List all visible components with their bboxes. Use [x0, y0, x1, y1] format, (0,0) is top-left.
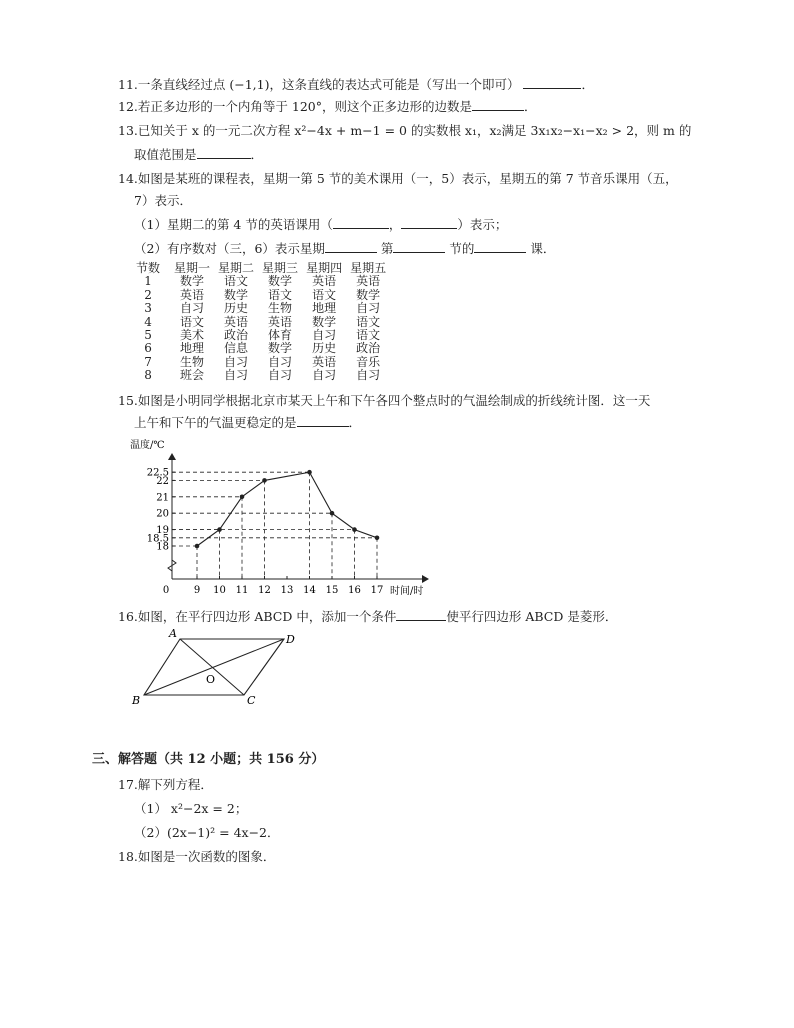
x-tick-label: 16: [348, 585, 361, 596]
answer-blank[interactable]: [401, 216, 457, 229]
schedule-cell: 政治: [224, 328, 249, 343]
schedule-cell: 数学: [268, 341, 293, 356]
label-c: C: [247, 694, 256, 707]
question-14: 14.如图是某班的课程表，星期一第 5 节的美术课用（一，5）表示，星期五的第 7 节音乐课用（五，: [118, 171, 678, 186]
schedule-header: 星期二: [218, 261, 255, 275]
answer-blank[interactable]: [396, 608, 446, 621]
question-12: 12.若正多边形的一个内角等于 120°，则这个正多边形的边数是 ．: [118, 99, 537, 114]
schedule-cell: 英语: [180, 287, 205, 302]
question-16: 16.如图，在平行四边形 ABCD 中，添加一个条件 使平行四边形 ABCD 是菱形．: [118, 609, 618, 624]
question-13: 13.已知关于 x 的一元二次方程 x²−4x + m−1 = 0 的实数根 x₁，x₂满足 3x₁x₂−x₁−x₂ > 2，则 m 的: [118, 123, 692, 138]
x-tick-label: 14: [303, 585, 316, 596]
schedule-cell: 数学: [224, 287, 249, 302]
answer-blank[interactable]: [197, 146, 251, 159]
label-b: B: [132, 694, 141, 707]
y-tick-label: 19: [156, 525, 169, 537]
data-point: [262, 478, 267, 483]
y-tick-label: 20: [156, 508, 169, 520]
schedule-cell: 自习: [312, 328, 337, 343]
schedule-header-row: [132, 262, 390, 275]
schedule-cell: 政治: [356, 341, 381, 356]
x-tick-label: 15: [325, 585, 339, 596]
schedule-cell: 英语: [312, 274, 337, 289]
question-17-sub2: （2）(2x−1)² = 4x−2．: [134, 825, 280, 840]
schedule-cell: 3: [144, 301, 152, 316]
schedule-header: 节数: [136, 261, 161, 275]
x-tick-label: 17: [370, 585, 384, 596]
schedule-cell: 1: [144, 274, 152, 289]
y-tick-label: 22.5: [146, 467, 169, 479]
schedule-cell: 地理: [180, 341, 205, 356]
schedule-row: [132, 369, 390, 382]
label-o: O: [206, 673, 216, 686]
y-axis-label: 温度/℃: [130, 440, 165, 451]
x-tick-label: 12: [258, 585, 271, 596]
schedule-cell: 生物: [268, 301, 293, 316]
schedule-cell: 5: [144, 328, 152, 343]
schedule-cell: 美术: [180, 328, 205, 343]
question-18: 18.如图是一次函数的图象．: [118, 849, 276, 864]
x-tick-label: 11: [235, 585, 249, 596]
question-13-line2: 取值范围是 ．: [134, 147, 264, 162]
data-point: [307, 470, 312, 475]
schedule-table: [132, 262, 390, 383]
schedule-cell: 数学: [180, 274, 205, 289]
answer-blank[interactable]: [474, 240, 526, 253]
section-title: 三、解答题（共 12 小题；共 156 分）: [92, 752, 325, 767]
schedule-cell: 自习: [356, 301, 381, 316]
schedule-cell: 英语: [356, 274, 381, 289]
schedule-cell: 语文: [356, 328, 381, 343]
question-15-line2: 上午和下午的气温更稳定的是 ．: [134, 415, 362, 430]
schedule-cell: 英语: [312, 354, 337, 369]
x-tick-label: 10: [213, 585, 226, 596]
schedule-row: [132, 275, 390, 288]
data-point: [240, 495, 245, 500]
schedule-cell: 信息: [224, 341, 249, 356]
y-tick-label: 18.5: [146, 533, 169, 545]
diagonal-bd: [144, 639, 284, 695]
y-tick-label: 22: [156, 475, 169, 487]
schedule-row: [132, 302, 390, 315]
schedule-cell: 数学: [356, 287, 381, 302]
schedule-row: [132, 289, 390, 302]
schedule-cell: 生物: [180, 354, 205, 369]
schedule-row: [132, 329, 390, 342]
answer-blank[interactable]: [393, 240, 445, 253]
data-point: [330, 511, 335, 516]
label-d: D: [286, 633, 295, 646]
answer-blank[interactable]: [333, 216, 389, 229]
question-14-line2: 7）表示．: [134, 193, 192, 208]
question-14-sub1: （1）星期二的第 4 节的英语课用（ ， ）表示；: [134, 217, 508, 232]
x-tick-label: 0: [162, 585, 170, 596]
x-tick-label: 9: [193, 585, 201, 596]
schedule-header: 星期四: [306, 261, 343, 275]
question-17: 17.解下列方程．: [118, 777, 213, 792]
schedule-row: [132, 342, 390, 355]
y-tick-label: 21: [156, 492, 169, 504]
schedule-row: [132, 316, 390, 329]
schedule-cell: 4: [144, 314, 152, 329]
answer-blank[interactable]: [472, 98, 524, 111]
schedule-row: [132, 356, 390, 369]
schedule-cell: 英语: [224, 314, 249, 329]
schedule-cell: 数学: [268, 274, 293, 289]
schedule-cell: 语文: [268, 287, 293, 302]
schedule-cell: 7: [144, 354, 152, 369]
schedule-cell: 语文: [180, 314, 205, 329]
schedule-cell: 英语: [268, 314, 293, 329]
question-14-sub2: （2）有序数对（三，6）表示星期 第 节的 课．: [134, 241, 556, 256]
schedule-cell: 历史: [224, 301, 249, 316]
schedule-cell: 自习: [268, 368, 293, 383]
data-point: [195, 544, 200, 549]
data-point: [375, 536, 380, 541]
y-tick-label: 18: [156, 541, 169, 553]
schedule-cell: 6: [144, 341, 152, 356]
schedule-header: 星期一: [174, 261, 211, 275]
schedule-cell: 自习: [312, 368, 337, 383]
schedule-header: 星期五: [350, 261, 387, 275]
schedule-header: 星期三: [262, 261, 299, 275]
label-a: A: [169, 627, 177, 640]
schedule-cell: 历史: [312, 341, 337, 356]
schedule-cell: 音乐: [356, 354, 381, 369]
schedule-cell: 语文: [224, 274, 249, 289]
temperature-line: [197, 472, 377, 546]
schedule-cell: 语文: [312, 287, 337, 302]
schedule-cell: 自习: [180, 301, 205, 316]
schedule-cell: 自习: [356, 368, 381, 383]
temperature-line-chart: [126, 436, 436, 606]
diagonal-ac: [180, 639, 244, 695]
schedule-cell: 数学: [312, 314, 337, 329]
answer-blank[interactable]: [297, 414, 349, 427]
schedule-cell: 自习: [268, 354, 293, 369]
schedule-cell: 自习: [224, 368, 249, 383]
x-axis-label: 时间/时: [390, 586, 424, 597]
question-15: 15.如图是小明同学根据北京市某天上午和下午各四个整点时的气温绘制成的折线统计图．这一天: [118, 393, 651, 408]
schedule-cell: 体育: [268, 328, 293, 343]
schedule-cell: 地理: [312, 301, 337, 316]
schedule-cell: 班会: [180, 368, 205, 383]
x-tick-label: 13: [280, 585, 294, 596]
parallelogram-figure: [126, 624, 306, 712]
data-point: [352, 527, 357, 532]
schedule-cell: 8: [144, 368, 152, 383]
schedule-cell: 自习: [224, 354, 249, 369]
question-17-sub1: （1） x²−2x = 2；: [134, 801, 248, 816]
schedule-cell: 语文: [356, 314, 381, 329]
answer-blank[interactable]: [325, 240, 377, 253]
answer-blank[interactable]: [523, 76, 581, 89]
question-11: 11.一条直线经过点 (−1,1)，这条直线的表达式可能是（写出一个即可） ．: [118, 77, 594, 92]
schedule-cell: 2: [144, 287, 152, 302]
data-point: [217, 527, 222, 532]
